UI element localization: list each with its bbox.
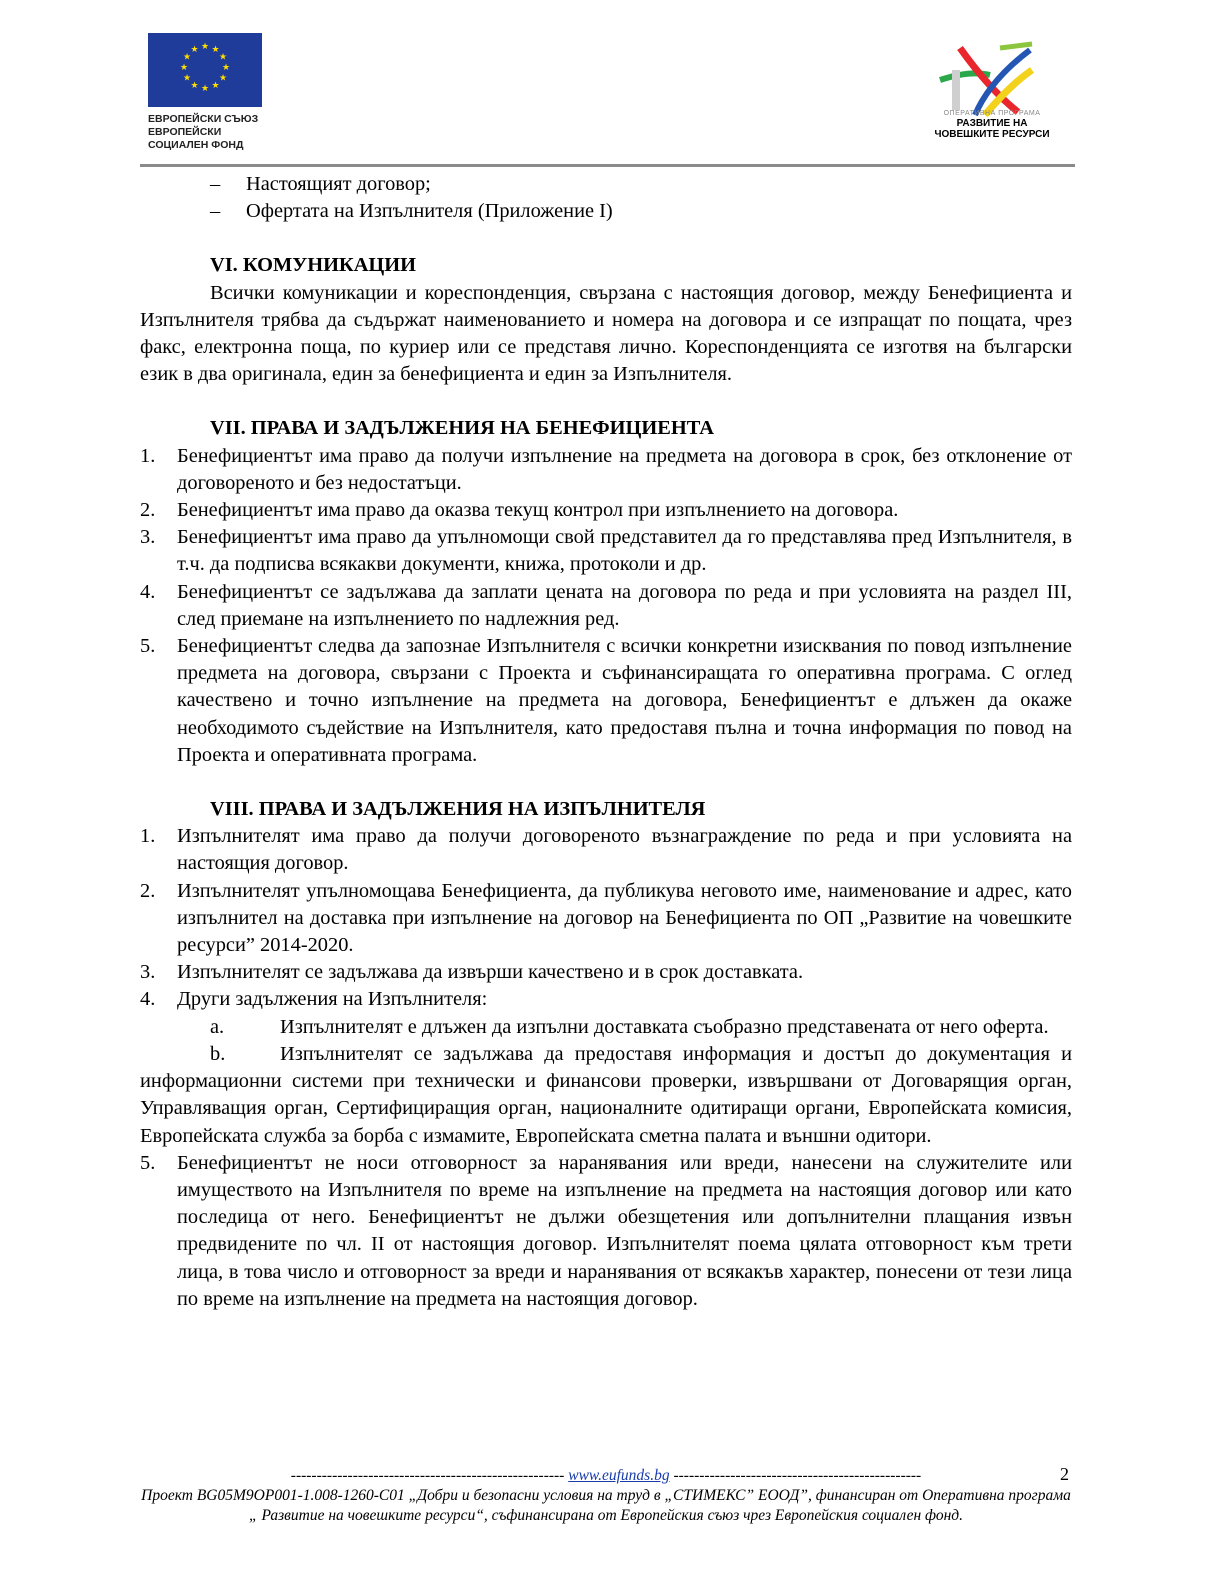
subitem-letter: a.	[210, 1015, 225, 1038]
item-number: 1.	[140, 825, 156, 848]
document-body	[140, 171, 1072, 1313]
svg-text:★: ★	[182, 52, 192, 63]
document-list-item	[140, 198, 1072, 225]
lettered-subitem	[140, 1041, 1072, 1150]
numbered-item	[140, 524, 1072, 578]
item-number: 2.	[140, 499, 156, 522]
item-number: 5.	[140, 635, 156, 658]
item-number: 4.	[140, 988, 156, 1011]
hrd-caption-line: РАЗВИТИЕ НА	[956, 118, 1028, 129]
item-text: Изпълнителят има право да получи договореното възнаграждение по реда и при условията на настоящия договор.	[177, 825, 1072, 875]
subitem-text: Изпълнителят е длъжен да изпълни доставката съобразно представената от него оферта.	[280, 1015, 1049, 1038]
document-list-text: Настоящият договор;	[246, 173, 431, 195]
item-text: Бенефициентът не носи отговорност за наранявания или вреди, нанесени на служителите или имуществото на Изпълнителя по време на изпълнение на предмета на настоящия договор или като последица от него. Бенефициентът не дължи обезщетения или допълнителни плащания извън предвидените по чл. II от настоящия договор. Изпълнителят поема цялата отговорност към трети лица, в това число и отговорност за вреди и наранявания от всякакъв характер, понесени от тези лица по време на изпълнение на предмета на настоящия договор.	[177, 1151, 1072, 1310]
section-heading: VII. ПРАВА И ЗАДЪЛЖЕНИЯ НА БЕНЕФИЦИЕНТА	[210, 417, 715, 440]
svg-text:★: ★	[221, 63, 231, 73]
numbered-item	[140, 959, 1072, 986]
dash-marker: –	[210, 173, 221, 195]
page-footer	[140, 1466, 1072, 1526]
eufunds-link[interactable]: www.eufunds.bg	[568, 1467, 670, 1484]
svg-text:★: ★	[200, 84, 210, 94]
item-number: 2.	[140, 879, 156, 902]
lettered-subitem	[140, 1014, 1072, 1041]
hrd-logo-caption	[922, 110, 1062, 140]
footer-link-line	[140, 1466, 1072, 1486]
section-paragraph: Всички комуникации и кореспонденция, свързана с настоящия договор, между Бенефициента и Изпълнителя трябва да съдържат наименованието и номера на договора и се изпращат по пощата, чрез факс, електронна поща, по куриер или се представя лично. Кореспонденцията се изготвя на български език в два оригинала, един за бенефициента и един за Изпълнителя.	[140, 281, 1072, 386]
numbered-item	[140, 443, 1072, 497]
svg-text:★: ★	[218, 73, 228, 84]
item-text: Бенефициентът следва да запознае Изпълнителя с всички конкретни изисквания по повод изпълнение предмета на договора, свързани с Проекта и съфинансиращата го оперативна програма. С оглед качествено и точно изпълнение на предмета на договора, Бенефициентът е длъжен да окаже необходимото съдействие на Изпълнителя, като предоставя пълна и точна информация по повод на Проекта и оперативната програма.	[177, 635, 1072, 766]
subitem-letter: b.	[210, 1042, 226, 1065]
svg-text:★: ★	[200, 42, 210, 52]
eu-logo-caption	[148, 113, 258, 152]
header-divider	[140, 164, 1075, 167]
svg-text:★: ★	[211, 81, 220, 91]
item-text: Бенефициентът има право да оказва текущ контрол при изпълнението на договора.	[177, 499, 899, 522]
numbered-item	[140, 579, 1072, 633]
svg-text:★: ★	[190, 81, 199, 91]
item-number: 4.	[140, 580, 156, 603]
item-number: 1.	[140, 444, 156, 467]
section-heading: VI. КОМУНИКАЦИИ	[210, 254, 417, 277]
svg-text:★: ★	[218, 52, 228, 63]
eu-caption-line: СОЦИАЛЕН ФОНД	[148, 139, 244, 151]
hrd-caption-small: ОПЕРАТИВНА ПРОГРАМА	[943, 110, 1041, 117]
item-text: Бенефициентът има право да получи изпълнение на предмета на договора в срок, без отклонение от договореното и без недостатъци.	[177, 444, 1072, 494]
document-list-text: Офертата на Изпълнителя (Приложение I)	[246, 200, 613, 223]
page-number: 2	[1060, 1464, 1069, 1484]
numbered-item	[140, 823, 1072, 877]
item-text: Изпълнителят се задължава да извърши качествено и в срок доставката.	[177, 961, 804, 984]
footer-dashes: ------------------------------------------------	[673, 1467, 922, 1484]
svg-text:★: ★	[190, 45, 199, 55]
numbered-item	[140, 878, 1072, 960]
item-number: 3.	[140, 526, 156, 549]
svg-text:★: ★	[182, 73, 192, 84]
dash-marker: –	[210, 200, 221, 223]
footer-project-text: Проект BG05M9OP001-1.008-1260-C01 „Добри и безопасни условия на труд в „СТИМЕКС” ЕООД”, финансиран от Оперативна програма „ Развитие на човешките ресурси“, съфинансирана от Европейския съюз чрез Европейския социален фонд.	[141, 1487, 1071, 1524]
item-text: Изпълнителят упълномощава Бенефициента, да публикува неговото име, наименование и адрес, като изпълнител на доставка при изпълнение на договор на Бенефициента по ОП „Развитие на човешките ресурси” 2014-2020.	[177, 879, 1072, 957]
hrd-caption-line: ЧОВЕШКИТЕ РЕСУРСИ	[934, 129, 1050, 140]
eu-stars-icon	[148, 33, 262, 107]
document-list-item	[140, 171, 1072, 198]
svg-text:★: ★	[211, 45, 220, 55]
section-heading: VIII. ПРАВА И ЗАДЪЛЖЕНИЯ НА ИЗПЪЛНИТЕЛЯ	[210, 798, 706, 821]
numbered-item	[140, 986, 1072, 1013]
item-text: Бенефициентът се задължава да заплати цената на договора по реда и при условията на раздел III, след приемане на изпълнението по надлежния ред.	[177, 580, 1072, 630]
eu-flag-logo	[148, 33, 262, 107]
numbered-item	[140, 633, 1072, 769]
subitem-text: Изпълнителят се задължава да предоставя информация и достъп до документация и информационни системи при технически и финансови проверки, извършвани от Договарящия орган, Управляващия орган, Сертифициращия орган, националните одитиращи органи, Европейската комисия, Европейската служба за борба с измамите, Европейската сметна палата и външни одитори.	[140, 1042, 1072, 1147]
item-number: 5.	[140, 1151, 156, 1174]
item-text: Бенефициентът има право да упълномощи свой представител да го представлява пред Изпълнителя, в т.ч. да подписва всякакви документи, книжа, протоколи и др.	[177, 526, 1072, 576]
item-number: 3.	[140, 961, 156, 984]
eu-caption-line: ЕВРОПЕЙСКИ	[148, 126, 222, 138]
numbered-item	[140, 1150, 1072, 1313]
footer-dashes: -----------------------------------------------------	[290, 1467, 565, 1484]
numbered-item	[140, 497, 1072, 524]
item-text: Други задължения на Изпълнителя:	[177, 988, 488, 1011]
eu-caption-line: ЕВРОПЕЙСКИ СЪЮЗ	[148, 113, 259, 125]
svg-text:★: ★	[179, 63, 189, 73]
